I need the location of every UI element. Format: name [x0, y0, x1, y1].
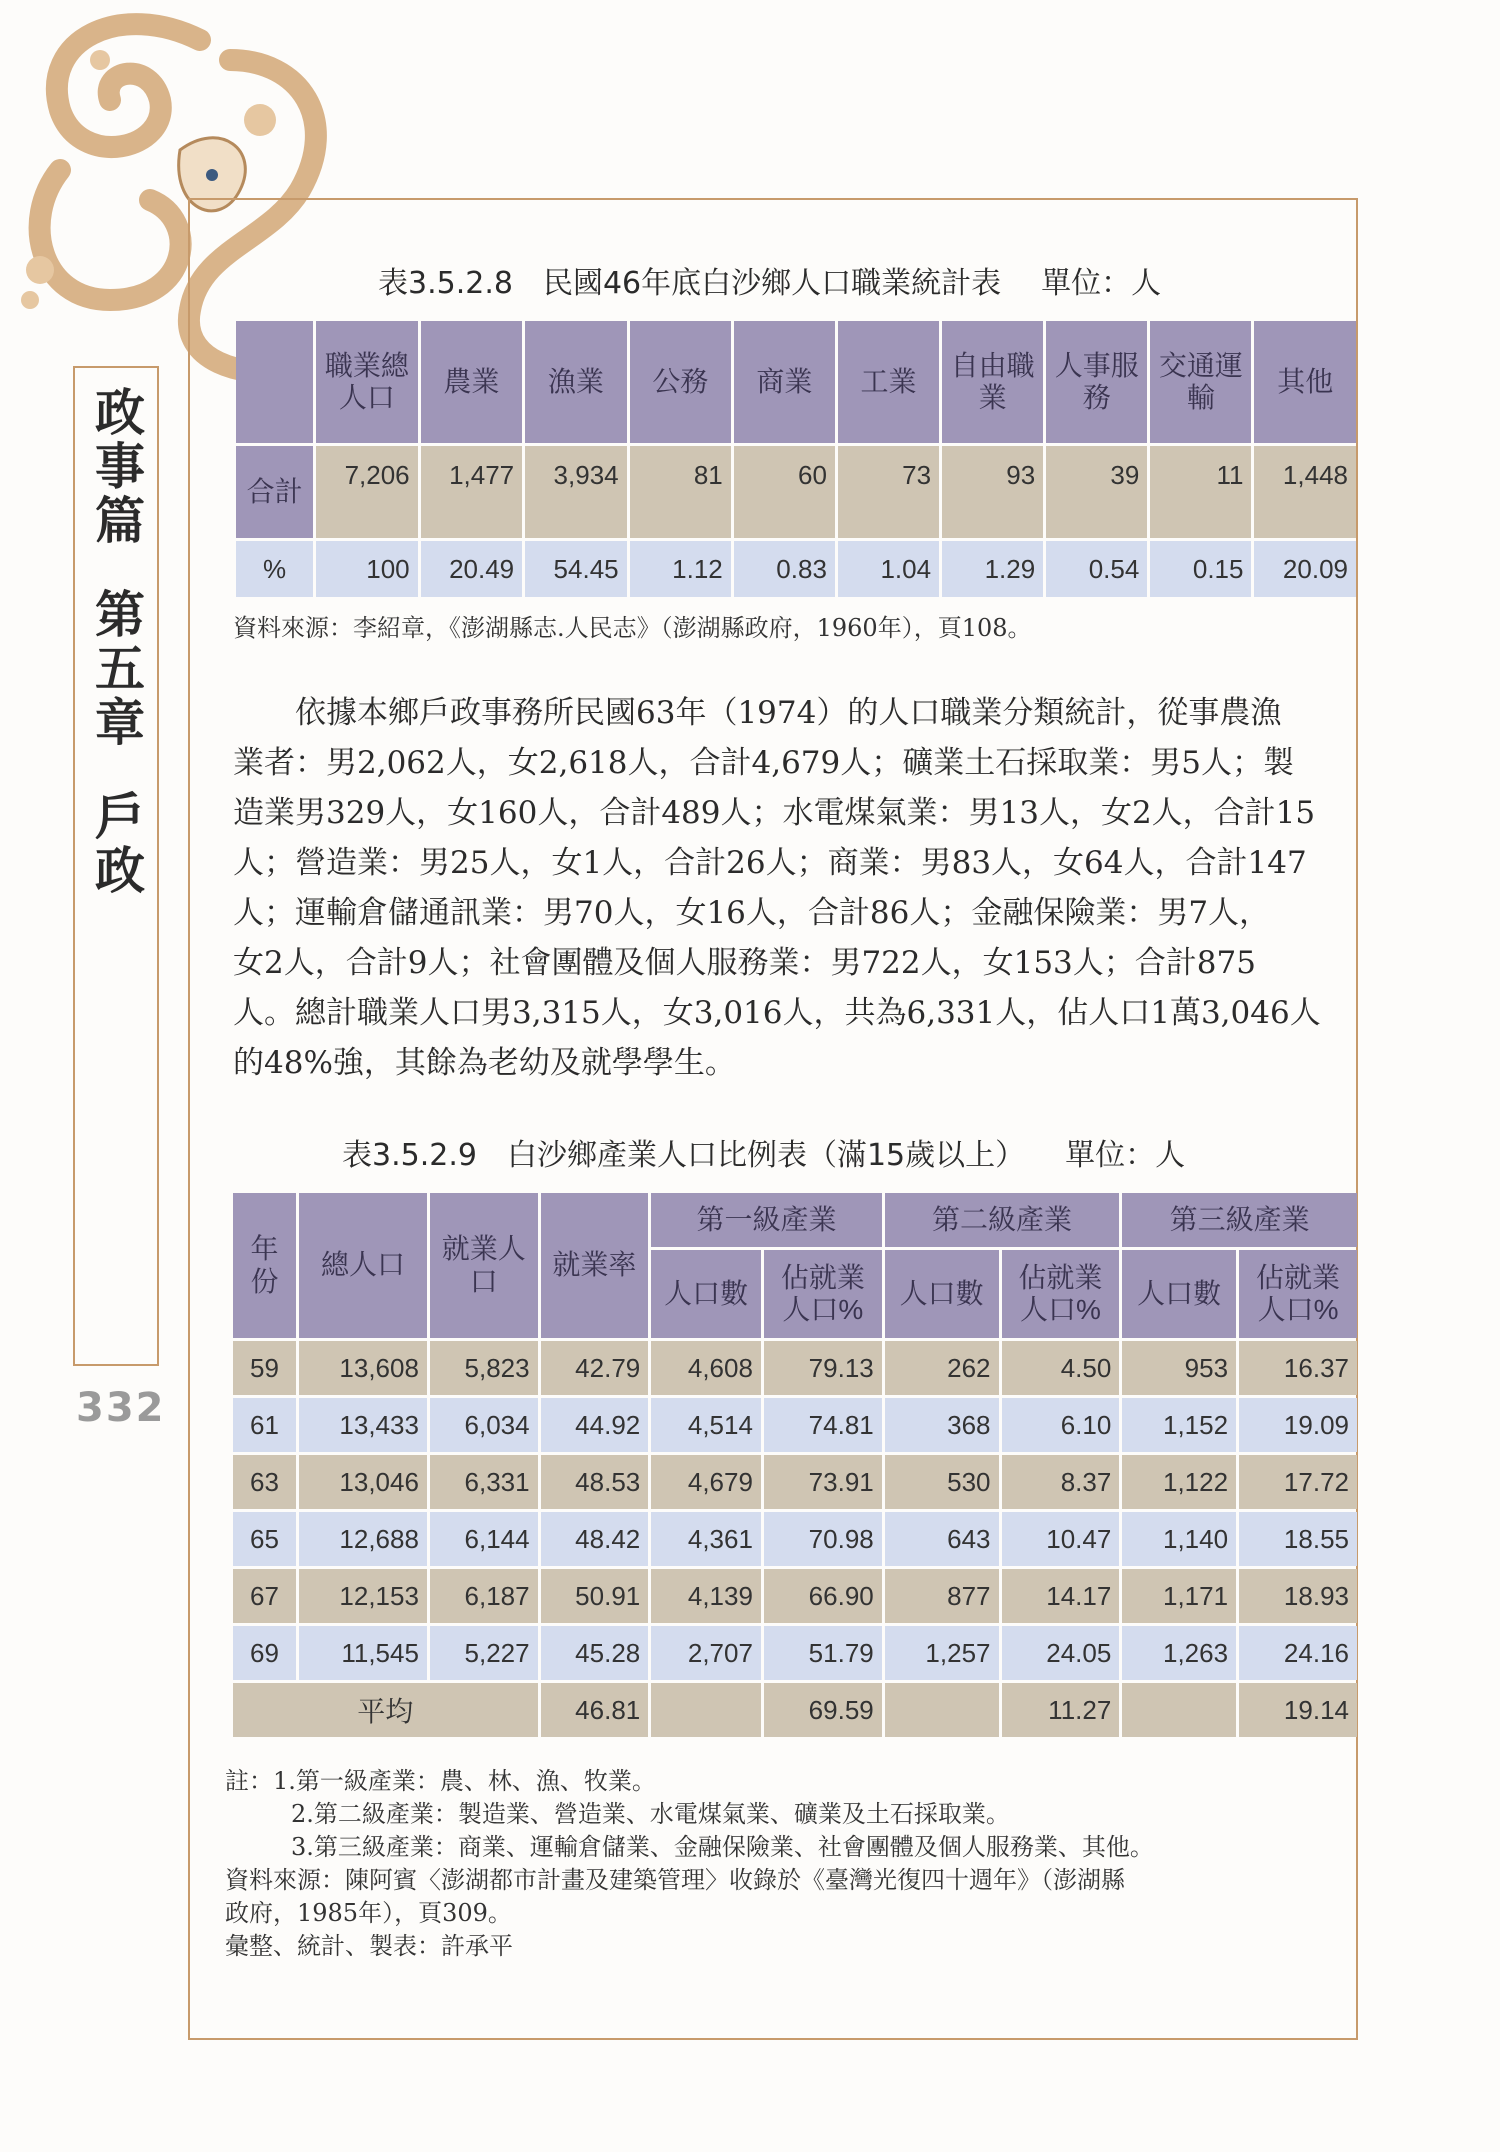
- table-cell: 368: [947, 1409, 991, 1440]
- table2-notes: [225, 1765, 1154, 1963]
- table-cell: 51.79: [808, 1637, 874, 1668]
- header-cell: [236, 321, 313, 443]
- table-cell: 1,477: [449, 460, 515, 490]
- paragraph-line: 造業男329人，女160人，合計489人；水電煤氣業：男13人，女2人，合計15: [233, 795, 1316, 831]
- table-cell: 1.12: [672, 553, 723, 584]
- table-cell: 1,257: [925, 1637, 991, 1668]
- header-year: 年份: [233, 1193, 296, 1338]
- table-cell: 1,140: [1162, 1523, 1229, 1554]
- table1-source: 資料來源：李紹章，《澎湖縣志.人民志》（澎湖縣政府，1960年），頁108。: [233, 614, 1032, 642]
- table-cell: 74.81: [808, 1409, 874, 1440]
- paragraph-line: 人。總計職業人口男3,315人，女3,016人，共為6,331人，佔人口1萬3,046人: [233, 995, 1321, 1031]
- row-label: 合計: [236, 446, 313, 538]
- table-cell: 262: [947, 1352, 991, 1383]
- table-cell: 16.37: [1283, 1352, 1349, 1383]
- header-pop1: 人口數: [651, 1250, 761, 1338]
- table-cell: 4,361: [687, 1523, 753, 1554]
- table-cell: 73: [902, 460, 932, 490]
- table-cell: 45.28: [575, 1637, 641, 1668]
- table-row: [236, 446, 1356, 538]
- header-cell: 職業總人口: [316, 321, 417, 443]
- header-cell: 工業: [838, 321, 939, 443]
- table-cell: 530: [947, 1466, 991, 1497]
- table-cell: 66.90: [808, 1580, 874, 1611]
- table-cell: 13,046: [339, 1466, 419, 1497]
- header-cell: 自由職業: [942, 321, 1043, 443]
- table-cell: 1.29: [984, 553, 1036, 584]
- table-cell: 1.04: [880, 553, 932, 584]
- table-row: [233, 1341, 1357, 1395]
- sidebar-chapter: 第五章: [87, 588, 146, 750]
- header-rate: 就業率: [541, 1193, 649, 1338]
- table1-title: 表3.5.2.8 民國46年底白沙鄉人口職業統計表: [378, 266, 1002, 301]
- sidebar-section: 戶政: [87, 790, 146, 898]
- table2-caption: [342, 1130, 1185, 1174]
- row-label: %: [263, 553, 287, 584]
- header-pct2: 佔就業人口%: [1002, 1250, 1120, 1338]
- header-pct3: 佔就業人口%: [1239, 1250, 1357, 1338]
- average-pct2: 11.27: [1048, 1694, 1112, 1725]
- table-cell: 0.83: [776, 553, 827, 584]
- table1-header-row: [236, 321, 1356, 443]
- note-line: 3.第三級產業：商業、運輸倉儲業、金融保險業、社會團體及個人服務業、其他。: [291, 1833, 1154, 1861]
- table-cell: 4.50: [1060, 1352, 1112, 1383]
- header-cell: 漁業: [525, 321, 626, 443]
- header-cell: 其他: [1254, 321, 1356, 443]
- header-cell: 農業: [421, 321, 522, 443]
- table-cell: 14.17: [1046, 1580, 1112, 1611]
- average-pct1: 69.59: [808, 1694, 874, 1725]
- year-cell: 65: [250, 1523, 279, 1554]
- table-cell: 81: [693, 460, 723, 490]
- table-cell: 18.55: [1283, 1523, 1349, 1554]
- table-cell: 8.37: [1060, 1466, 1112, 1497]
- table-row: [233, 1455, 1357, 1509]
- table-cell: 24.05: [1046, 1637, 1112, 1668]
- table-cell: 1,263: [1162, 1637, 1229, 1668]
- table-cell: 10.47: [1046, 1523, 1112, 1554]
- table-cell: 48.42: [575, 1523, 641, 1554]
- average-rate: 46.81: [575, 1694, 641, 1725]
- note-line: 註：1.第一級產業：農、林、漁、牧業。: [225, 1767, 656, 1795]
- table-cell: 643: [947, 1523, 991, 1554]
- table-cell: 12,688: [339, 1523, 419, 1554]
- table-cell: 100: [366, 553, 410, 584]
- table2-header-row: [233, 1193, 1357, 1247]
- table-cell: 50.91: [575, 1580, 641, 1611]
- source-line: 資料來源：陳阿賓〈澎湖都市計畫及建築管理〉收錄於《臺灣光復四十週年》（澎湖縣: [225, 1866, 1125, 1894]
- header-secondary: 第二級產業: [885, 1193, 1120, 1247]
- table-row: [233, 1398, 1357, 1452]
- table-cell: 24.16: [1283, 1637, 1349, 1668]
- year-cell: 61: [250, 1409, 279, 1440]
- table-cell: 1,171: [1162, 1580, 1229, 1611]
- table-cell: 1,448: [1282, 460, 1348, 490]
- table-cell: [885, 1683, 999, 1737]
- table-cell: 2,707: [687, 1637, 753, 1668]
- table-cell: 13,608: [339, 1352, 419, 1383]
- table-cell: 953: [1184, 1352, 1229, 1383]
- table-cell: 0.54: [1088, 553, 1140, 584]
- average-label: 平均: [357, 1696, 414, 1727]
- table2-unit: 單位：人: [1065, 1138, 1186, 1173]
- table-cell: 12,153: [339, 1580, 419, 1611]
- table-cell: [1122, 1683, 1236, 1737]
- table-row: [233, 1512, 1357, 1566]
- table1-caption: [378, 258, 1161, 302]
- table-cell: 4,679: [687, 1466, 753, 1497]
- table-cell: 20.49: [449, 553, 515, 584]
- paragraph-line: 的48%強，其餘為老幼及就學學生。: [233, 1045, 736, 1081]
- table-cell: 79.13: [808, 1352, 874, 1383]
- industry-table: [230, 1190, 1360, 1740]
- body-paragraph: [233, 688, 1353, 1088]
- table-row: [233, 1569, 1357, 1623]
- header-pct1: 佔就業人口%: [764, 1250, 882, 1338]
- table-cell: 6,144: [464, 1523, 530, 1554]
- average-pct3: 19.14: [1283, 1694, 1349, 1725]
- occupation-table: [233, 318, 1359, 600]
- table-cell: 6.10: [1060, 1409, 1112, 1440]
- header-pop2: 人口數: [885, 1250, 999, 1338]
- compiler-line: 彙整、統計、製表：許承平: [225, 1932, 513, 1960]
- table-cell: 4,514: [687, 1409, 753, 1440]
- header-primary: 第一級產業: [651, 1193, 882, 1247]
- year-cell: 63: [250, 1466, 279, 1497]
- table-cell: 48.53: [575, 1466, 641, 1497]
- table-cell: 1,122: [1162, 1466, 1229, 1497]
- header-employed: 就業人口: [430, 1193, 538, 1338]
- table-cell: 13,433: [339, 1409, 419, 1440]
- table-cell: 19.09: [1283, 1409, 1349, 1440]
- table-cell: 20.09: [1282, 553, 1348, 584]
- table-cell: 42.79: [575, 1352, 641, 1383]
- table-cell: 7,206: [344, 460, 410, 490]
- table-cell: 1,152: [1162, 1409, 1229, 1440]
- year-cell: 59: [250, 1352, 279, 1383]
- table-cell: [651, 1683, 761, 1737]
- table-cell: 60: [797, 460, 827, 490]
- year-cell: 69: [250, 1637, 279, 1668]
- header-tertiary: 第三級產業: [1122, 1193, 1357, 1247]
- table-row: [236, 541, 1356, 597]
- header-total: 總人口: [299, 1193, 427, 1338]
- table-row: [233, 1626, 1357, 1680]
- table-cell: 4,139: [687, 1580, 753, 1611]
- paragraph-line: 業者：男2,062人，女2,618人，合計4,679人；礦業土石採取業：男5人；製: [233, 745, 1294, 781]
- table-cell: 4,608: [687, 1352, 753, 1383]
- paragraph-line: 人；運輸倉儲通訊業：男70人，女16人，合計86人；金融保險業：男7人，: [233, 895, 1271, 931]
- table-cell: 0.15: [1192, 553, 1244, 584]
- header-cell: 交通運輸: [1150, 321, 1251, 443]
- table2-title: 表3.5.2.9 白沙鄉產業人口比例表（滿15歲以上）: [342, 1138, 1026, 1173]
- table-cell: 54.45: [553, 553, 619, 584]
- table-cell: 44.92: [575, 1409, 641, 1440]
- table2-body: [233, 1341, 1357, 1680]
- page-number: 332: [76, 1385, 166, 1431]
- table-cell: 3,934: [553, 460, 619, 490]
- paragraph-line: 依據本鄉戶政事務所民國63年（1974）的人口職業分類統計，從事農漁: [233, 695, 1282, 731]
- average-row: [233, 1683, 1357, 1737]
- note-line: 2.第二級產業：製造業、營造業、水電煤氣業、礦業及土石採取業。: [291, 1800, 1010, 1828]
- table-cell: 39: [1110, 460, 1140, 490]
- table-cell: 6,034: [464, 1409, 530, 1440]
- table-cell: 5,823: [464, 1352, 530, 1383]
- table1-unit: 單位：人: [1041, 266, 1162, 301]
- table-cell: 93: [1006, 460, 1036, 490]
- table-cell: 11,545: [341, 1637, 419, 1668]
- table-cell: 6,187: [464, 1580, 530, 1611]
- table-cell: 11: [1216, 460, 1244, 490]
- header-cell: 商業: [734, 321, 835, 443]
- chapter-sidebar: [73, 366, 159, 1366]
- sidebar-part: 政事篇: [87, 386, 146, 548]
- table-cell: 6,331: [464, 1466, 530, 1497]
- table-cell: 877: [947, 1580, 991, 1611]
- source-line: 政府，1985年），頁309。: [225, 1899, 512, 1927]
- table-cell: 5,227: [464, 1637, 530, 1668]
- paragraph-line: 女2人，合計9人；社會團體及個人服務業：男722人，女153人；合計875: [233, 945, 1256, 981]
- year-cell: 67: [250, 1580, 279, 1611]
- header-cell: 公務: [630, 321, 731, 443]
- header-pop3: 人口數: [1122, 1250, 1236, 1338]
- table-cell: 17.72: [1283, 1466, 1349, 1497]
- header-cell: 人事服務: [1046, 321, 1147, 443]
- table-cell: 18.93: [1283, 1580, 1349, 1611]
- table-cell: 70.98: [808, 1523, 874, 1554]
- table-cell: 73.91: [808, 1466, 874, 1497]
- paragraph-line: 人；營造業：男25人，女1人，合計26人；商業：男83人，女64人，合計147: [233, 845, 1307, 881]
